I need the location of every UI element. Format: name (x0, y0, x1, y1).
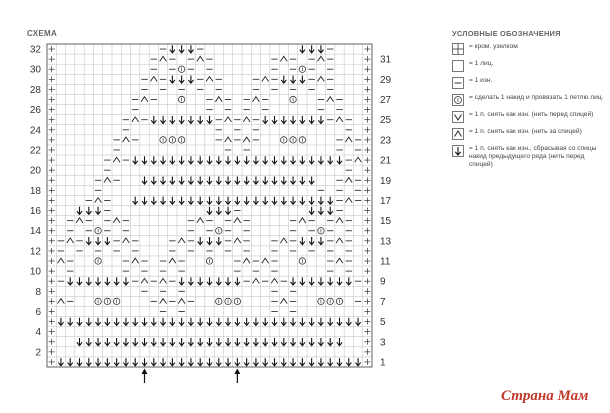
slip-back-symbol (299, 218, 306, 223)
slip-back-symbol (132, 258, 139, 263)
row-label-right: 7 (380, 296, 386, 308)
slip-back-symbol (345, 198, 352, 203)
slip-back-symbol (178, 238, 185, 243)
slip-back-symbol (113, 157, 120, 162)
row-label-right: 15 (380, 216, 392, 228)
slip-back-symbol (58, 258, 65, 263)
legend-items (452, 43, 607, 169)
slip-back-symbol (113, 218, 120, 223)
slip-back-symbol (280, 56, 287, 61)
scheme-title: СХЕМА (27, 29, 58, 38)
row-label-right: 23 (380, 135, 392, 147)
yo-symbol-icon (452, 94, 464, 106)
legend-text: = 1 лиц. (469, 60, 494, 67)
legend-text: = кром. узелком (469, 43, 518, 50)
legend-text: = 1 изн. (469, 77, 493, 84)
legend (452, 29, 607, 174)
row-label-left: 32 (29, 44, 41, 56)
slip-back-symbol (345, 177, 352, 182)
slip-back-symbol (318, 56, 325, 61)
row-label-right: 21 (380, 155, 392, 167)
slip-back-symbol (160, 56, 167, 61)
slip-back-symbol (206, 77, 213, 82)
row-label-right: 27 (380, 95, 392, 107)
slip-back-symbol (243, 258, 250, 263)
slip-back-symbol (95, 198, 102, 203)
column-marker-arrowhead (142, 369, 148, 375)
edge-symbol-icon (452, 43, 464, 55)
legend-item-edge (452, 43, 607, 55)
column-markers (142, 369, 241, 384)
legend-title: УСЛОВНЫЕ ОБОЗНАЧЕНИЯ (452, 29, 561, 38)
row-label-right: 1 (380, 357, 386, 369)
row-label-left: 16 (29, 206, 41, 218)
row-label-left: 6 (35, 306, 41, 318)
slip-back-symbol (280, 238, 287, 243)
slip-back-symbol (271, 278, 278, 283)
slip-back-symbol (225, 137, 232, 142)
legend-item-purl (452, 77, 607, 89)
slip-back-symbol (215, 97, 222, 102)
row-label-right: 3 (380, 337, 386, 349)
slip-back-symbol (123, 238, 130, 243)
watermark: Страна Мам (501, 388, 589, 404)
slip-back-symbol (336, 218, 343, 223)
slip-back-symbol (225, 117, 232, 122)
legend-item-slip_front (452, 111, 607, 123)
slip-back-symbol (318, 77, 325, 82)
slip-back-symbol (262, 258, 269, 263)
slip-back-symbol (141, 97, 148, 102)
slip-back-symbol (160, 299, 167, 304)
slip-back-symbol (150, 77, 157, 82)
row-label-right: 11 (380, 256, 391, 268)
drop-symbol-icon (452, 145, 464, 157)
legend-text: = 1 п. снять как изн., сбрасывая со спицы накид предыдущего ряда (нить перед спицей) (469, 145, 597, 168)
row-label-right: 17 (380, 195, 392, 207)
slip-back-symbol (132, 117, 139, 122)
row-label-left: 4 (35, 327, 41, 339)
slip-back-symbol (280, 299, 287, 304)
legend-item-drop (452, 145, 607, 169)
row-label-left: 22 (29, 145, 41, 157)
slip-back-symbol (253, 278, 260, 283)
slip-back-symbol (104, 177, 111, 182)
slip-back-symbol (327, 97, 334, 102)
slip-back-symbol (345, 137, 352, 142)
slip-back-symbol (67, 238, 74, 243)
legend-text: = 1 п. снять как изн. (нить перед спицей) (469, 111, 594, 118)
slip-back-symbol (76, 218, 83, 223)
slip-front-symbol-icon (452, 111, 464, 123)
slip-back-symbol (243, 137, 250, 142)
slip-back-symbol (234, 238, 241, 243)
row-label-right: 25 (380, 115, 392, 127)
slip-back-symbol (160, 278, 167, 283)
row-label-right: 9 (380, 276, 386, 288)
slip-back-symbol (253, 97, 260, 102)
row-label-right: 5 (380, 317, 386, 329)
slip-back-symbol (336, 238, 343, 243)
legend-item-knit (452, 60, 607, 72)
row-label-left: 14 (29, 226, 41, 238)
row-label-left: 2 (35, 347, 41, 359)
row-label-left: 18 (29, 185, 41, 197)
slip-back-symbol (243, 117, 250, 122)
knit-symbol-icon (452, 60, 464, 72)
row-label-left: 24 (29, 125, 41, 137)
row-label-left: 10 (29, 266, 41, 278)
slip-back-symbol (336, 117, 343, 122)
slip-back-symbol (262, 77, 269, 82)
column-marker-arrowhead (234, 369, 240, 375)
slip-back-symbol (58, 299, 65, 304)
purl-symbol-icon (452, 77, 464, 89)
slip-back-symbol (234, 218, 241, 223)
slip-back-symbol (141, 278, 148, 283)
slip-back-symbol-icon (452, 128, 464, 140)
row-label-left: 8 (35, 286, 41, 298)
row-label-left: 20 (29, 165, 41, 177)
slip-back-symbol (336, 258, 343, 263)
row-label-left: 28 (29, 84, 41, 96)
row-label-right: 29 (380, 74, 392, 86)
legend-text: = сделать 1 накид и провязать 1 петлю лиц. (469, 94, 604, 101)
row-label-left: 26 (29, 105, 41, 117)
legend-text: = 1 п. снять как изн. (нить за спицей) (469, 128, 582, 135)
slip-back-symbol (123, 137, 130, 142)
slip-back-symbol (197, 218, 204, 223)
slip-back-symbol (178, 299, 185, 304)
row-label-left: 12 (29, 246, 41, 258)
slip-back-symbol (355, 157, 362, 162)
legend-item-slip_back (452, 128, 607, 140)
row-label-right: 13 (380, 236, 392, 248)
legend-item-yo (452, 94, 607, 106)
row-label-right: 19 (380, 175, 392, 187)
slip-back-symbol (197, 56, 204, 61)
slip-back-symbol (169, 258, 176, 263)
row-label-left: 30 (29, 64, 41, 76)
row-label-right: 31 (380, 54, 392, 66)
